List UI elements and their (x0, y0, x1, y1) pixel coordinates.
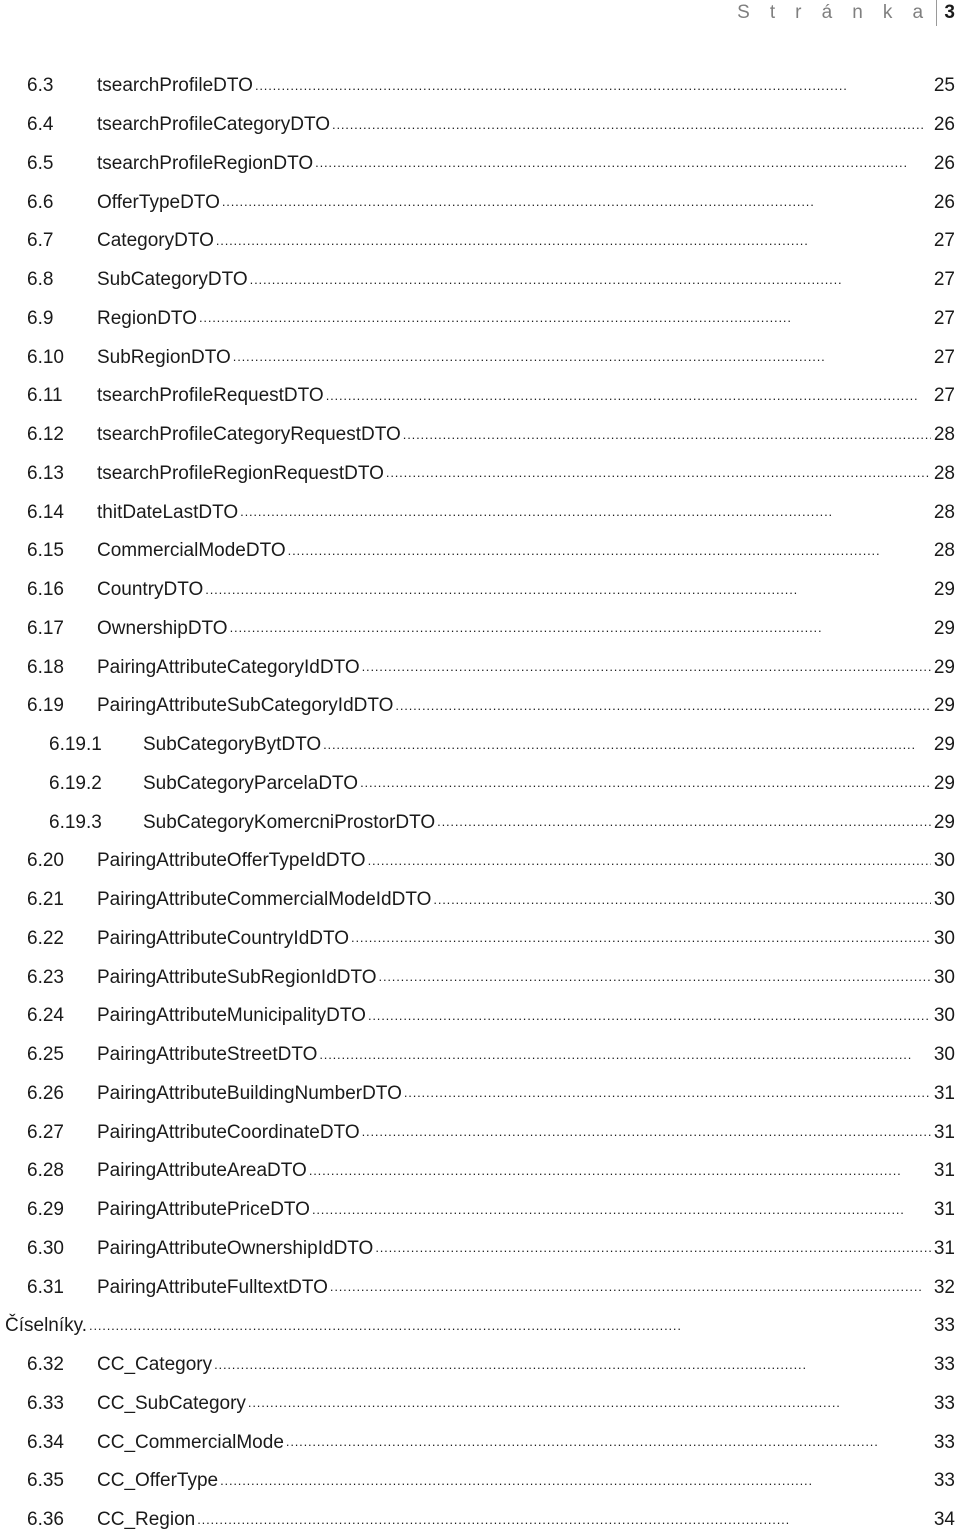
toc-entry-page: 29 (933, 811, 955, 833)
toc-entry-title[interactable]: OwnershipDTO (97, 617, 228, 639)
toc-entry[interactable] (0, 920, 960, 959)
toc-entry-title[interactable]: PairingAttributeOwnershipIdDTO (97, 1237, 374, 1259)
dot-leader (386, 464, 931, 483)
dot-leader (375, 1239, 931, 1258)
toc-entry-number: 6.19.1 (49, 734, 102, 756)
toc-entry-body (97, 75, 955, 97)
toc-entry[interactable] (0, 610, 960, 649)
toc-entry-title[interactable]: CategoryDTO (97, 230, 214, 252)
dot-leader (309, 1162, 931, 1181)
dot-leader (330, 1278, 931, 1297)
toc-entry-title[interactable]: PairingAttributePriceDTO (97, 1199, 310, 1221)
toc-entry[interactable] (0, 183, 960, 222)
toc-entry-title[interactable]: SubCategoryBytDTO (143, 734, 322, 756)
toc-entry-body (97, 657, 955, 679)
toc-entry-body (97, 347, 955, 369)
dot-leader (362, 1123, 931, 1142)
toc-entry-number: 6.7 (27, 230, 54, 252)
toc-entry[interactable] (0, 1075, 960, 1114)
toc-entry-title[interactable]: tsearchProfileDTO (97, 75, 253, 97)
toc-entry-number: 6.20 (27, 850, 64, 872)
toc-entry-title[interactable]: tsearchProfileRegionDTO (97, 152, 314, 174)
toc-entry-title[interactable]: SubCategoryParcelaDTO (143, 772, 359, 794)
toc-entry[interactable] (0, 532, 960, 571)
toc-entry-body (143, 812, 955, 834)
toc-entry[interactable] (0, 842, 960, 881)
toc-entry-page: 33 (933, 1470, 955, 1492)
dot-leader (332, 116, 931, 135)
dot-leader (404, 1084, 931, 1103)
toc-entry-title[interactable]: PairingAttributeSubCategoryIdDTO (97, 695, 394, 717)
toc-entry-number: 6.18 (27, 656, 64, 678)
dot-leader (319, 1046, 931, 1065)
toc-entry-number: 6.27 (27, 1121, 64, 1143)
toc-entry-number: 6.36 (27, 1509, 64, 1531)
toc-entry-title[interactable]: SubCategoryDTO (97, 269, 248, 291)
toc-entry-title[interactable]: PairingAttributeBuildingNumberDTO (97, 1082, 402, 1104)
toc-entry[interactable] (0, 571, 960, 610)
toc-entry[interactable] (0, 493, 960, 532)
toc-entry-title[interactable]: PairingAttributeMunicipalityDTO (97, 1005, 366, 1027)
dot-leader (216, 232, 931, 251)
toc-entry-number: 6.9 (27, 307, 54, 329)
toc-entry-title[interactable]: SubCategoryKomercniProstorDTO (143, 811, 436, 833)
toc-entry-title[interactable]: PairingAttributeSubRegionIdDTO (97, 966, 377, 988)
toc-entry-number: 6.8 (27, 269, 54, 291)
toc-entry-number: 6.23 (27, 966, 64, 988)
dot-leader (199, 309, 931, 328)
dot-leader (89, 1317, 931, 1336)
toc-entry-number: 6.30 (27, 1237, 64, 1259)
toc-entry-number: 6.10 (27, 346, 64, 368)
toc-entry-title[interactable]: RegionDTO (97, 307, 197, 329)
toc-entry[interactable] (0, 1036, 960, 1075)
dot-leader (248, 1394, 931, 1413)
toc-entry-number: 6.32 (27, 1354, 64, 1376)
toc-entry-page: 30 (933, 850, 955, 872)
toc-entry-page: 25 (933, 75, 955, 97)
toc-entry-number: 6.19 (27, 695, 64, 717)
toc-entry-body (97, 1044, 955, 1066)
toc-entry-page: 30 (933, 1044, 955, 1066)
toc-entry-body (97, 1277, 955, 1299)
dot-leader (255, 77, 931, 96)
toc-entry-body (97, 889, 955, 911)
toc-entry-body (97, 114, 955, 136)
dot-leader (437, 813, 931, 832)
toc-entry[interactable] (0, 1191, 960, 1230)
toc-entry-body (97, 1199, 955, 1221)
toc-entry-body (97, 1005, 955, 1027)
toc-entry[interactable] (0, 1307, 960, 1346)
toc-entry-page: 28 (933, 540, 955, 562)
toc-entry-number: 6.33 (27, 1392, 64, 1414)
dot-leader (368, 852, 931, 871)
dot-leader (230, 619, 931, 638)
toc-entry-page: 30 (933, 927, 955, 949)
toc-entry-title[interactable]: CC_OfferType (97, 1470, 219, 1492)
toc-entry-page: 30 (933, 966, 955, 988)
toc-entry-page: 30 (933, 1005, 955, 1027)
toc-entry[interactable] (0, 958, 960, 997)
toc-entry-number: 6.26 (27, 1082, 64, 1104)
toc-entry-number: 6.31 (27, 1276, 64, 1298)
dot-leader (351, 929, 931, 948)
toc-entry-page: 27 (933, 307, 955, 329)
toc-entry-number: 6.21 (27, 889, 64, 911)
toc-entry-page: 33 (933, 1431, 955, 1453)
toc-entry-page: 31 (933, 1160, 955, 1182)
toc-entry-title[interactable]: CC_CommercialMode (97, 1431, 284, 1453)
toc-entry[interactable] (0, 377, 960, 416)
toc-entry[interactable] (0, 261, 960, 300)
toc-entry[interactable] (0, 222, 960, 261)
toc-entry-body (97, 1509, 955, 1531)
toc-entry-page: 31 (933, 1121, 955, 1143)
toc-entry-number: 6.4 (27, 114, 54, 136)
toc-entry-title[interactable]: CC_Category (97, 1354, 213, 1376)
toc-entry-page: 26 (933, 114, 955, 136)
toc-entry-page: 27 (933, 230, 955, 252)
toc-entry-title[interactable]: PairingAttributeAreaDTO (97, 1160, 307, 1182)
toc-entry-number: 6.19.3 (49, 811, 102, 833)
toc-entry-body (97, 269, 955, 291)
toc-entry[interactable] (0, 67, 960, 106)
toc-entry[interactable] (0, 300, 960, 339)
toc-entry-page: 29 (933, 617, 955, 639)
toc-entry-page: 27 (933, 346, 955, 368)
toc-entry-title[interactable]: PairingAttributeOfferTypeIdDTO (97, 850, 366, 872)
toc-entry-body (97, 540, 955, 562)
toc-entry-title[interactable]: PairingAttributeCommercialModeIdDTO (97, 889, 432, 911)
dot-leader (233, 348, 931, 367)
toc-entry-number: 6.25 (27, 1044, 64, 1066)
toc-entry-title[interactable]: CC_SubCategory (97, 1392, 246, 1414)
toc-entry-number: 6.5 (27, 152, 54, 174)
toc-entry-page: 26 (933, 191, 955, 213)
toc-entry-body (97, 463, 955, 485)
toc-entry-number: 6.19.2 (49, 772, 102, 794)
toc-entry-page: 31 (933, 1199, 955, 1221)
toc-entry[interactable] (0, 648, 960, 687)
dot-leader (250, 271, 931, 290)
toc-entry-number: 6.22 (27, 927, 64, 949)
toc-entry[interactable] (0, 338, 960, 377)
toc-entry-page: 28 (933, 501, 955, 523)
toc-entry-number: 6.14 (27, 501, 64, 523)
dot-leader (360, 774, 931, 793)
toc-entry-body (5, 1315, 955, 1337)
dot-leader (323, 736, 931, 755)
toc-entry-body (97, 618, 955, 640)
table-of-contents (0, 67, 960, 1540)
toc-entry-body (97, 1393, 955, 1415)
toc-entry-title[interactable]: OfferTypeDTO (97, 191, 220, 213)
toc-entry-number: 6.17 (27, 617, 64, 639)
toc-entry-page: 34 (933, 1509, 955, 1531)
toc-entry-page: 29 (933, 695, 955, 717)
toc-entry-body (97, 230, 955, 252)
toc-entry-body (97, 850, 955, 872)
toc-entry[interactable] (0, 1501, 960, 1540)
toc-entry-body (143, 734, 955, 756)
toc-entry-page: 31 (933, 1082, 955, 1104)
toc-entry[interactable] (0, 803, 960, 842)
toc-entry-number: 6.6 (27, 191, 54, 213)
toc-entry-body (97, 1083, 955, 1105)
toc-entry-number: 6.24 (27, 1005, 64, 1027)
toc-entry-title[interactable]: thitDateLastDTO (97, 501, 239, 523)
toc-entry-number: 6.16 (27, 579, 64, 601)
header-divider (936, 0, 937, 26)
dot-leader (286, 1433, 931, 1452)
toc-entry-title[interactable]: PairingAttributeCoordinateDTO (97, 1121, 360, 1143)
toc-entry[interactable] (0, 1423, 960, 1462)
toc-entry-number: 6.12 (27, 424, 64, 446)
toc-entry-page: 27 (933, 385, 955, 407)
toc-entry-title[interactable]: PairingAttributeStreetDTO (97, 1044, 318, 1066)
toc-entry-page: 31 (933, 1237, 955, 1259)
dot-leader (315, 154, 931, 173)
toc-entry[interactable] (0, 881, 960, 920)
toc-entry[interactable] (0, 416, 960, 455)
toc-entry-body (97, 1122, 955, 1144)
toc-entry-body (97, 308, 955, 330)
toc-entry[interactable] (0, 1385, 960, 1424)
toc-entry-title[interactable]: Číselníky. (5, 1315, 88, 1337)
toc-entry-body (97, 695, 955, 717)
toc-entry-title[interactable]: tsearchProfileRegionRequestDTO (97, 462, 384, 484)
toc-entry-title[interactable]: CC_Region (97, 1509, 196, 1531)
toc-entry-body (97, 192, 955, 214)
dot-leader (433, 891, 931, 910)
toc-entry[interactable] (0, 997, 960, 1036)
toc-entry-number: 6.13 (27, 462, 64, 484)
toc-entry[interactable] (0, 1346, 960, 1385)
toc-entry-page: 32 (933, 1276, 955, 1298)
toc-entry-page: 29 (933, 734, 955, 756)
toc-entry-page: 33 (933, 1392, 955, 1414)
toc-entry[interactable] (0, 1462, 960, 1501)
dot-leader (379, 968, 931, 987)
toc-entry[interactable] (0, 145, 960, 184)
toc-entry-body (97, 1432, 955, 1454)
toc-entry-page: 27 (933, 269, 955, 291)
toc-entry-page: 33 (933, 1354, 955, 1376)
dot-leader (288, 542, 931, 561)
toc-entry-body (97, 579, 955, 601)
toc-entry-body (97, 928, 955, 950)
dot-leader (368, 1007, 931, 1026)
toc-entry-body (97, 1238, 955, 1260)
dot-leader (214, 1356, 931, 1375)
toc-entry[interactable] (0, 687, 960, 726)
toc-entry-number: 6.35 (27, 1470, 64, 1492)
toc-entry-title[interactable]: PairingAttributeFulltextDTO (97, 1276, 328, 1298)
toc-entry[interactable] (0, 1113, 960, 1152)
toc-entry-body (97, 1160, 955, 1182)
toc-entry-title[interactable]: CommercialModeDTO (97, 540, 286, 562)
toc-entry-body (97, 502, 955, 524)
toc-entry-body (97, 1354, 955, 1376)
dot-leader (220, 1472, 931, 1491)
toc-entry-page: 29 (933, 772, 955, 794)
toc-entry[interactable] (0, 726, 960, 765)
toc-entry-number: 6.28 (27, 1160, 64, 1182)
toc-entry-title[interactable]: tsearchProfileRequestDTO (97, 385, 324, 407)
dot-leader (197, 1511, 931, 1530)
dot-leader (312, 1201, 931, 1220)
toc-entry-title[interactable]: PairingAttributeCategoryIdDTO (97, 656, 360, 678)
toc-entry-body (97, 424, 955, 446)
toc-entry-page: 26 (933, 152, 955, 174)
toc-entry[interactable] (0, 1268, 960, 1307)
toc-entry-page: 28 (933, 424, 955, 446)
toc-entry[interactable] (0, 765, 960, 804)
toc-entry-number: 6.34 (27, 1431, 64, 1453)
dot-leader (222, 193, 931, 212)
toc-entry-title[interactable]: CountryDTO (97, 579, 204, 601)
page-label: S t r á n k a (737, 2, 931, 23)
dot-leader (326, 387, 931, 406)
toc-entry-page: 30 (933, 889, 955, 911)
toc-entry-page: 29 (933, 656, 955, 678)
toc-entry-page: 28 (933, 462, 955, 484)
dot-leader (240, 503, 931, 522)
toc-entry-title[interactable]: tsearchProfileCategoryRequestDTO (97, 424, 401, 446)
toc-entry[interactable] (0, 455, 960, 494)
dot-leader (403, 426, 931, 445)
toc-entry-body (143, 773, 955, 795)
toc-entry-body (97, 967, 955, 989)
toc-entry-number: 6.11 (27, 385, 63, 407)
toc-entry-number: 6.29 (27, 1199, 64, 1221)
toc-entry-number: 6.15 (27, 540, 64, 562)
toc-entry-body (97, 153, 955, 175)
toc-entry[interactable] (0, 106, 960, 145)
toc-entry-number: 6.3 (27, 75, 54, 97)
toc-entry-body (97, 385, 955, 407)
page-header (737, 0, 960, 26)
toc-entry-title[interactable]: tsearchProfileCategoryDTO (97, 114, 331, 136)
toc-entry-title[interactable]: SubRegionDTO (97, 346, 231, 368)
toc-entry-title[interactable]: PairingAttributeCountryIdDTO (97, 927, 350, 949)
page-number: 3 (944, 2, 955, 23)
toc-entry[interactable] (0, 1152, 960, 1191)
dot-leader (395, 697, 931, 716)
toc-entry-page: 33 (933, 1315, 955, 1337)
dot-leader (205, 581, 931, 600)
toc-entry-body (97, 1470, 955, 1492)
toc-entry-page: 29 (933, 579, 955, 601)
toc-entry[interactable] (0, 1230, 960, 1269)
dot-leader (362, 658, 931, 677)
